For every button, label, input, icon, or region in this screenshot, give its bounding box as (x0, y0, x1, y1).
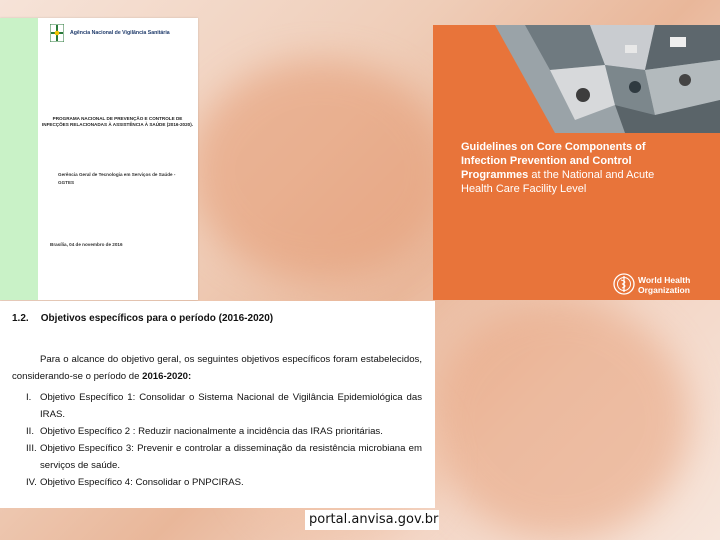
list-item (12, 474, 422, 491)
who-organization-name (638, 275, 690, 295)
section-heading (12, 313, 273, 324)
document-date: Brasília, 04 de novembro de 2016 (50, 242, 123, 247)
who-emblem-icon (613, 273, 635, 295)
section-title: Objetivos específicos para o período (2016-2020) (40, 313, 274, 324)
item-numeral: II. (26, 426, 34, 437)
who-name-line2: Organization (638, 285, 690, 295)
objectives-excerpt (0, 301, 435, 508)
who-guidelines-title (461, 140, 681, 196)
background-shape (190, 60, 450, 280)
item-numeral: I. (26, 392, 32, 403)
document-page (38, 18, 198, 300)
office-name: Gerência Geral de Tecnologia em Serviços de Saúde - GGTES (58, 172, 176, 185)
list-item (12, 440, 422, 474)
item-text: Objetivo Específico 2 : Reduzir nacionalmente a incidência das IRAS prioritárias. (40, 426, 383, 437)
who-guidelines-cover (433, 25, 720, 300)
intro-period: 2016-2020: (142, 371, 192, 382)
item-text: Objetivo Específico 4: Consolidar o PNPCIRAS. (40, 477, 244, 488)
green-margin-stripe (0, 18, 38, 300)
item-text: Objetivo Específico 1: Consolidar o Sistema Nacional de Vigilância Epidemiológica das IRAS. (40, 392, 422, 420)
objectives-list (12, 389, 422, 491)
item-text: Objetivo Específico 3: Prevenir e controlar a disseminação da resistência microbiana em serviços de saúde. (40, 443, 422, 471)
who-title-bold: Guidelines on Core Components of Infection Prevention and Control Programmes (461, 141, 646, 181)
background-shape (430, 300, 690, 540)
program-title: PROGRAMA NACIONAL DE PREVENÇÃO E CONTROLE DE INFECÇÕES RELACIONADAS À ASSISTÊNCIA À SAÚDE (2016-2020). (41, 116, 194, 127)
who-title-rest: at the National and Acute Health Care Facility Level (461, 169, 655, 195)
section-number: 1.2. (12, 313, 29, 324)
item-numeral: III. (26, 443, 37, 454)
source-url-label: portal.anvisa.gov.br (305, 510, 439, 530)
anvisa-document-cover (0, 18, 198, 300)
photo-collage-image (495, 25, 720, 133)
item-numeral: IV. (26, 477, 37, 488)
anvisa-logo-icon (50, 24, 64, 42)
intro-text: Para o alcance do objetivo geral, os seguintes objetivos específicos foram estabelecidos, considerando-se o período de (12, 354, 422, 382)
list-item (12, 389, 422, 423)
list-item (12, 423, 422, 440)
intro-paragraph (12, 351, 422, 385)
who-name-line1: World Health (638, 275, 691, 285)
agency-name: Agência Nacional de Vigilância Sanitária (70, 30, 170, 36)
